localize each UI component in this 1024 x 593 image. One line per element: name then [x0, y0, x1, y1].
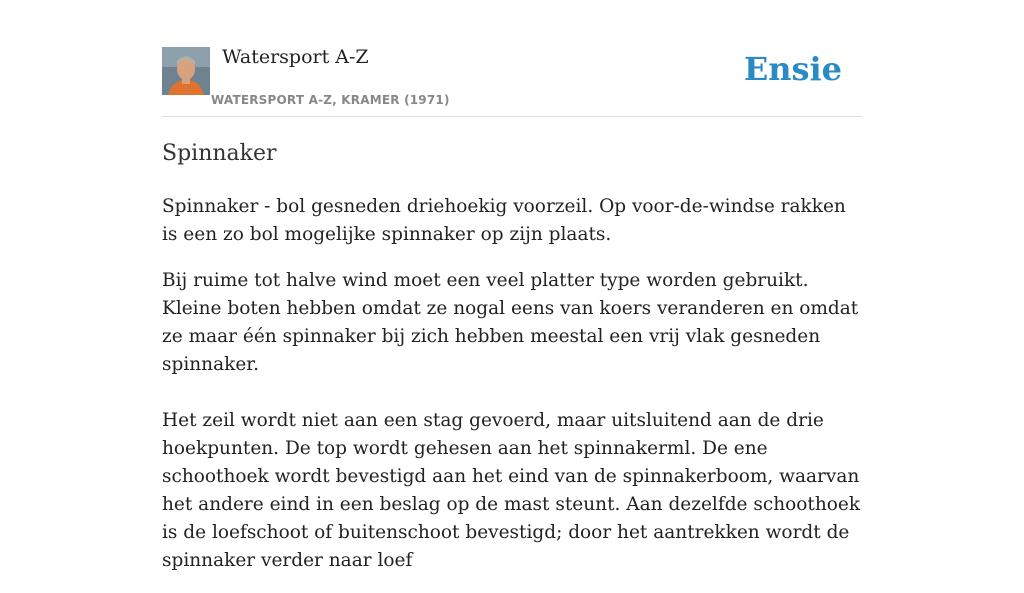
article — [162, 139, 862, 593]
author-photo-icon — [162, 47, 210, 95]
source-header — [162, 46, 862, 117]
article-title: Spinnaker — [162, 141, 277, 166]
source-title[interactable]: Watersport A-Z — [222, 46, 369, 68]
source-subtitle: WATERSPORT A-Z, KRAMER (1971) — [211, 93, 450, 107]
article-paragraph: Spinnaker - bol gesneden driehoekig voorzeil. Op voor-de-windse rakken is een zo bol mogelijke spinnaker op zijn plaats. — [162, 196, 846, 245]
article-paragraph: Bij ruime tot halve wind moet een veel platter type worden gebruikt. Kleine boten hebben omdat ze nogal eens van koers veranderen en omdat ze maar één spinnaker bij zich hebben meestal een vrij vlak gesneden spinnaker. Het zeil wordt niet aan een stag gevoerd, maar uitsluitend aan de drie hoekpunten. De top wordt gehesen aan het spinnakerml. De ene schoothoek wordt bevestigd aan het eind van de spinnakerboom, waarvan het andere eind in een beslag op de mast steunt. Aan dezelfde schoothoek is de loefschoot of buitenschoot bevestigd; door het aantrekken wordt de spinnaker verder naar loef — [162, 270, 861, 571]
brand-logo[interactable]: Ensie — [743, 50, 842, 88]
avatar[interactable] — [162, 47, 210, 95]
